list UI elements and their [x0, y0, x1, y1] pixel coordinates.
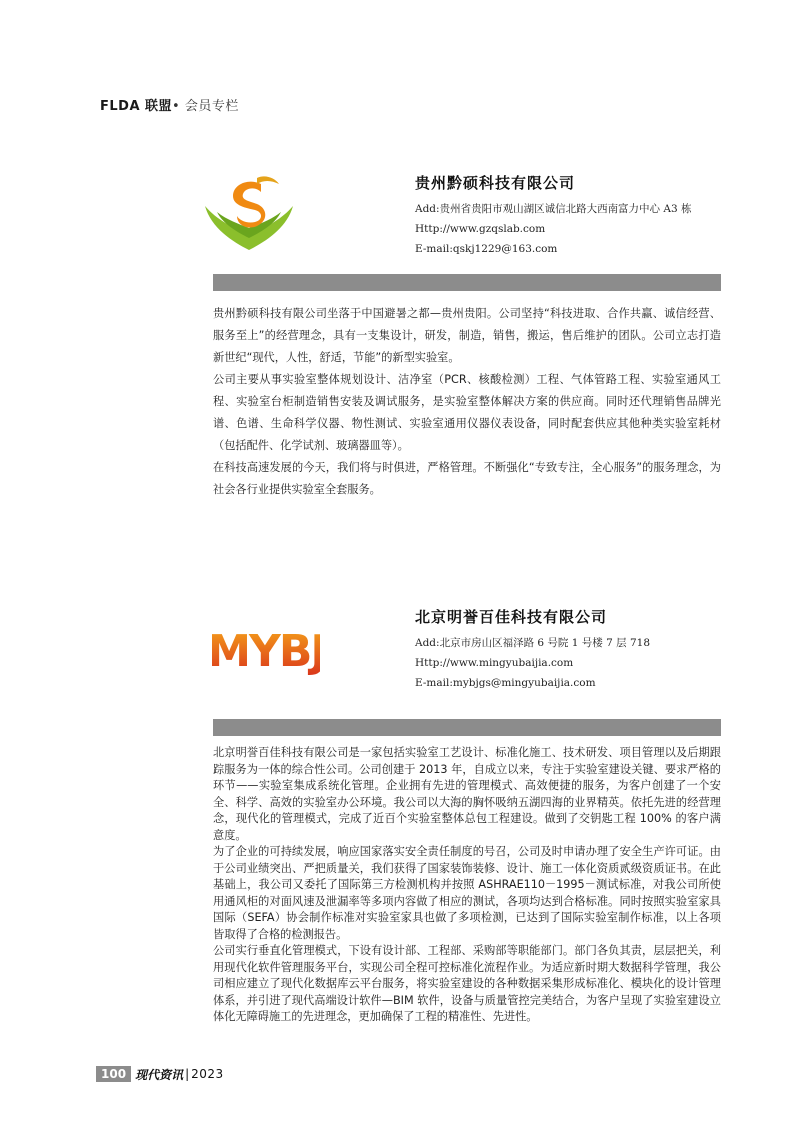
paragraph: 贵州黔硕科技有限公司坐落于中国避暑之都—贵州贵阳。公司坚持“科技进取、合作共赢、诚信经营、服务至上”的经营理念，具有一支集设计，研发，制造，销售，搬运，售后维护的团队。公司立志打造新世纪“现代，人性，舒适，节能”的新型实验室。: [213, 307, 721, 364]
paragraph: 在科技高速发展的今天，我们将与时俱进，严格管理。不断强化“专致专注，全心服务”的服务理念，为社会各行业提供实验室全套服务。: [213, 461, 721, 496]
section-divider-bar: [213, 719, 721, 736]
company-website[interactable]: Http://www.mingyubaijia.com: [415, 657, 574, 669]
company-address: Add:贵州省贵阳市观山湖区诚信北路大西南富力中心 A3 栋: [415, 203, 692, 215]
qianshuo-logo: [203, 172, 295, 254]
mybj-logo: [212, 620, 320, 676]
company-name-qianshuo: 贵州黔硕科技有限公司: [415, 174, 576, 192]
contact-block-qianshuo: [415, 199, 692, 259]
header-brand: FLDA 联盟: [100, 99, 173, 114]
mybj-logo-text: MYBJ: [212, 626, 320, 676]
company-name-mybj: 北京明誉百佳科技有限公司: [415, 608, 608, 626]
header-section: • 会员专栏: [172, 99, 239, 114]
issue-year: 2023: [191, 1067, 224, 1081]
page-footer: [96, 1066, 224, 1082]
paragraph: 公司主要从事实验室整体规划设计、洁净室（PCR、核酸检测）工程、气体管路工程、实验室通风工程、实验室台柜制造销售安装及调试服务，是实验室整体解决方案的供应商。同时还代理销售品牌光谱、色谱、生命科学仪器、物性测试、实验室通用仪器仪表设备，同时配套供应其他种类实验室耗材（包括配件、化学试剂、玻璃器皿等）。: [213, 373, 721, 452]
paragraph: 北京明誉百佳科技有限公司是一家包括实验室工艺设计、标准化施工、技术研发、项目管理以及后期跟踪服务为一体的综合性公司。公司创建于 2013 年，自成立以来，专注于实验室建设关键、要求严格的环节——实验室集成系统化管理。企业拥有先进的管理模式、高效便捷的服务，为客户创建了一个安全、科学、高效的实验室办公环境。我公司以大海的胸怀吸纳五湖四海的业界精英。依托先进的经营理念，现代化的管理模式，完成了近百个实验室整体总包工程建设。做到了交钥匙工程 100% 的客户满意度。: [213, 746, 721, 842]
company-address: Add:北京市房山区福泽路 6 号院 1 号楼 7 层 718: [415, 637, 651, 649]
contact-block-mybj: [415, 633, 650, 693]
company-website[interactable]: Http://www.gzqslab.com: [415, 223, 546, 235]
paragraph: 公司实行垂直化管理模式，下设有设计部、工程部、采购部等职能部门。部门各负其责，层层把关，利用现代化软件管理服务平台，实现公司全程可控标准化流程作业。为适应新时期大数据科学管理，我公司相应建立了现代化数据库云平台服务，将实验室建设的各种数据采集形成标准化、模块化的设计管理体系，并引进了现代高端设计软件—BIM 软件，设备与质量管控完美结合，为客户呈现了实验室建设立体化无障碍施工的先进理念，更加确保了工程的精准性、先进性。: [213, 944, 721, 1023]
running-header: [100, 95, 239, 114]
company-description-mybj: [213, 745, 721, 1026]
company-email[interactable]: E-mail:mybjgs@mingyubaijia.com: [415, 677, 596, 689]
company-description-qianshuo: [213, 303, 721, 501]
company-email[interactable]: E-mail:qskj1229@163.com: [415, 243, 558, 255]
section-divider-bar: [213, 274, 721, 291]
magazine-title: 现代资讯: [135, 1067, 184, 1082]
footer-separator: |: [185, 1067, 190, 1081]
paragraph: 为了企业的可持续发展，响应国家落实安全责任制度的号召，公司及时申请办理了安全生产许可证。由于公司业绩突出、严把质量关，我们获得了国家装饰装修、设计、施工一体化资质贰级资质证书。在此基础上，我公司又委托了国际第三方检测机构并按照 ASHRAE110－1995－测试标准，对我公司所使用通风柜的对面风速及泄漏率等多项内容做了相应的测试，各项均达到合格标准。同时按照实验室家具国际（SEFA）协会制作标准对实验室家具也做了多项检测，已达到了国际实验室制作标准，以上各项皆取得了合格的检测报告。: [213, 845, 721, 941]
page-number: 100: [96, 1066, 131, 1082]
